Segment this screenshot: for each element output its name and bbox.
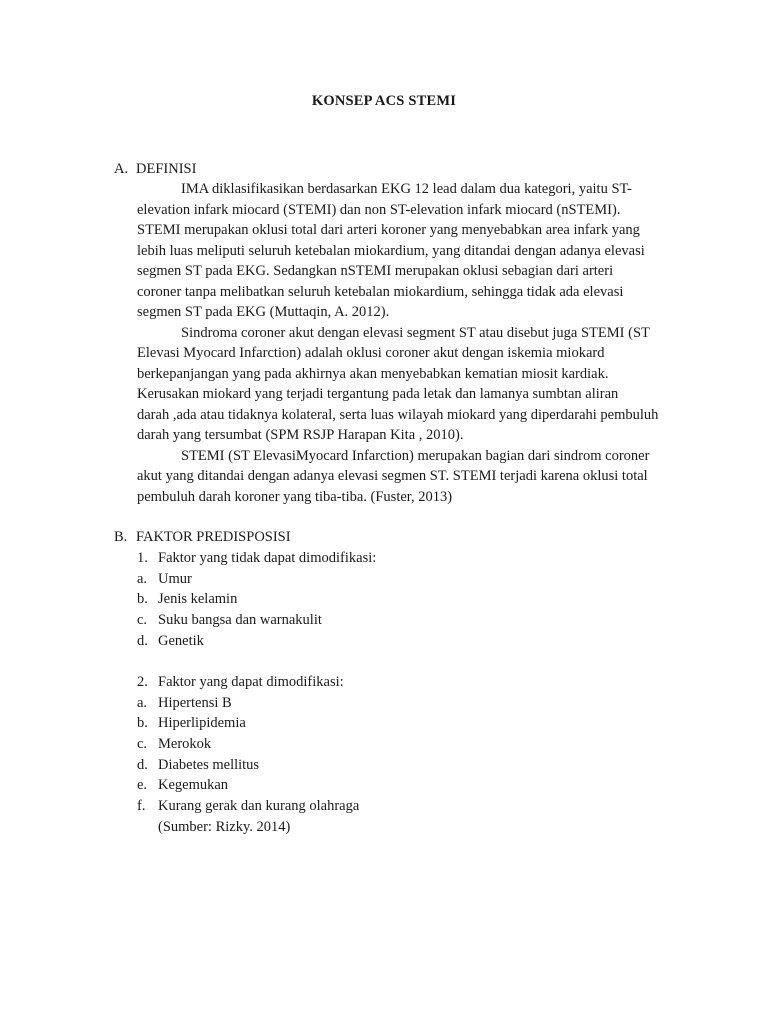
group-heading-2: 2. Faktor yang dapat dimodifikasi: [137, 674, 344, 690]
paragraph-line: segmen ST pada EKG (Muttaqin, A. 2012). [137, 304, 390, 320]
document-title: KONSEP ACS STEMI [311, 93, 457, 109]
list-item: f. Kurang gerak dan kurang olahraga [137, 798, 360, 815]
list-item: b. Hiperlipidemia [137, 715, 246, 732]
section-a-heading [114, 159, 196, 179]
group-heading-1: 1. Faktor yang tidak dapat dimodifikasi: [137, 550, 377, 566]
section-a-title: DEFINISI [136, 161, 197, 177]
section-a-letter: A. [114, 161, 129, 177]
list-item: d. Genetik [137, 632, 204, 649]
section-b-heading [114, 527, 291, 547]
paragraph-line: berkepanjangan yang pada akhirnya akan menyebabkan kematian miosit kardiak. [137, 365, 609, 382]
paragraph-line: Elevasi Myocard Infarction) adalah oklusi coroner akut dengan iskemia miokard [137, 345, 605, 361]
paragraph-line: segmen ST pada EKG. Sedangkan nSTEMI merupakan oklusi sebagian dari arteri [137, 263, 614, 279]
paragraph-line: darah ,ada atau tidaknya kolateral, serta luas wilayah miokard yang diperdarahi pembuluh [137, 406, 659, 423]
source-citation: (Sumber: Rizky. 2014) [158, 819, 291, 835]
modifiable-factors-list [137, 672, 637, 817]
section-b-title: FAKTOR PREDISPOSISI [136, 529, 291, 545]
paragraph-line: IMA diklasifikasikan berdasarkan EKG 12 lead dalam dua kategori, yaitu ST- [181, 181, 632, 197]
paragraph-line: akut yang ditandai dengan adanya elevasi segmen ST. STEMI terjadi karena oklusi total [137, 468, 648, 484]
paragraph-line: pembuluh darah koroner yang tiba-tiba. (Fuster, 2013) [137, 488, 453, 505]
paragraph-line: darah yang tersumbat (SPM RSJP Harapan Kita , 2010). [137, 427, 464, 443]
non-modifiable-factors-list [137, 548, 637, 651]
list-item: e. Kegemukan [137, 777, 229, 794]
paragraph-line: coroner tanpa melibatkan seluruh ketebalan miokardium, sehingga tidak ada elevasi [137, 283, 624, 300]
paragraph-line: Sindroma coroner akut dengan elevasi segment ST atau disebut juga STEMI (ST [181, 324, 650, 341]
list-item: b. Jenis kelamin [137, 591, 238, 608]
list-item: d. Diabetes mellitus [137, 756, 260, 773]
paragraph-line: Kerusakan miokard yang terjadi tergantung pada letak dan lamanya sumbtan aliran [137, 386, 619, 402]
list-item: a. Hipertensi B [137, 694, 232, 711]
section-a-body [137, 179, 677, 507]
list-item: a. Umur [137, 570, 192, 587]
list-item: c. Merokok [137, 736, 212, 753]
paragraph-line: elevation infark miocard (STEMI) dan non ST-elevation infark miocard (nSTEMI). [137, 201, 621, 218]
paragraph-line: STEMI merupakan oklusi total dari arteri koroner yang menyebabkan area infark yang [137, 222, 640, 238]
list-item: c. Suku bangsa dan warnakulit [137, 612, 322, 629]
paragraph-line: lebih luas meliputi seluruh ketebalan miokardium, yang ditandai dengan adanya elevasi [137, 242, 645, 259]
section-b-letter: B. [114, 529, 128, 545]
paragraph-line: STEMI (ST ElevasiMyocard Infarction) merupakan bagian dari sindrom coroner [181, 447, 650, 464]
